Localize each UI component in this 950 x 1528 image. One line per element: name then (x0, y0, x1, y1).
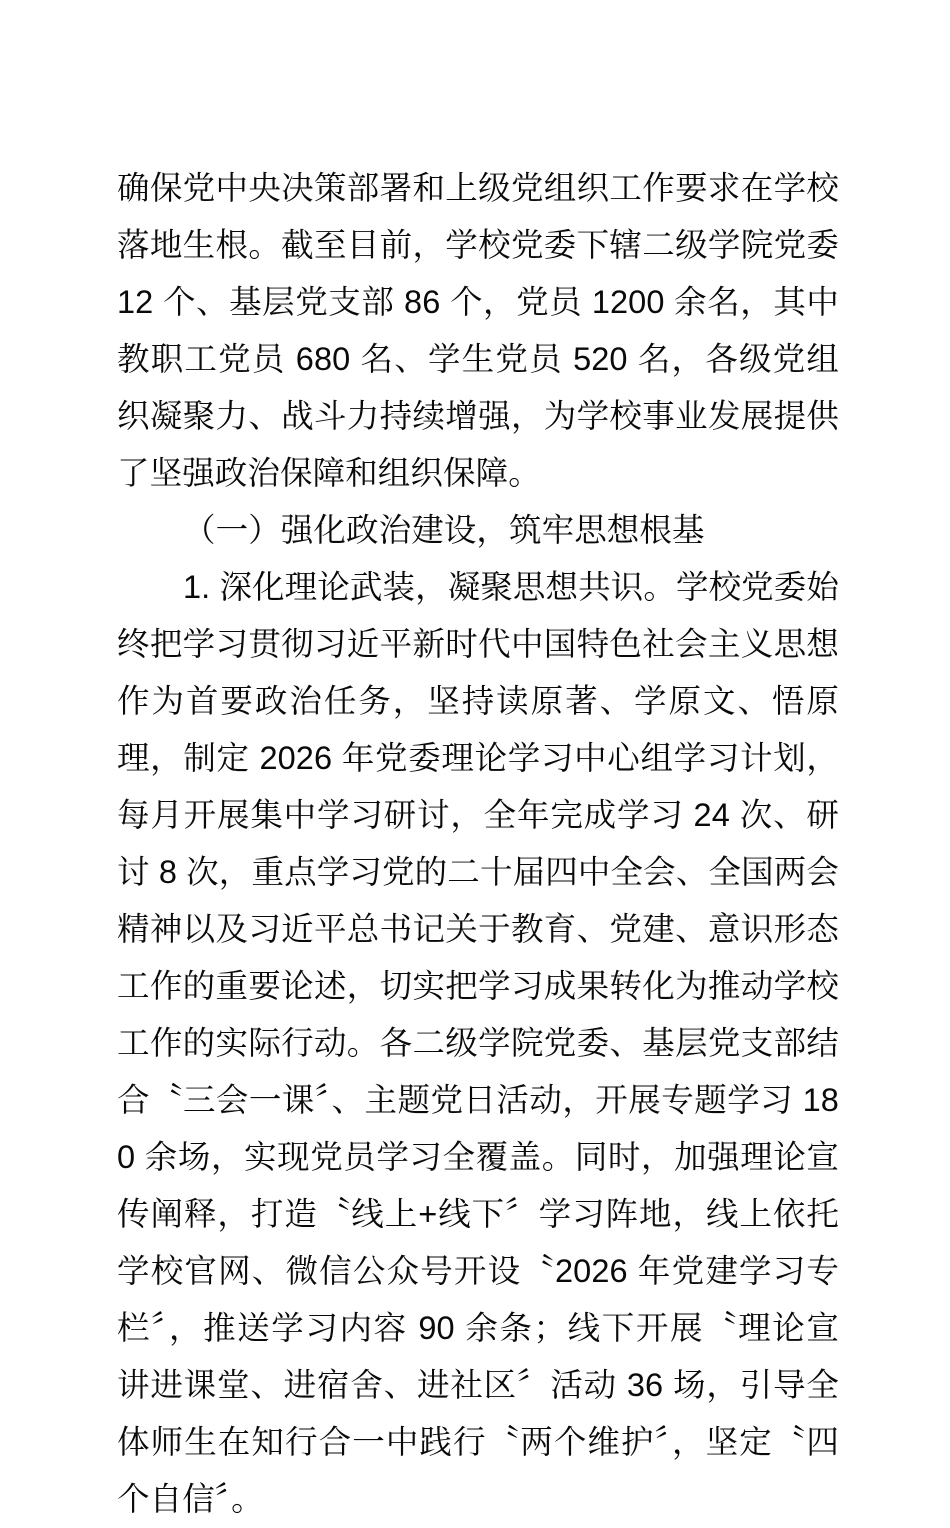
paragraph-organization-overview: 确保党中央决策部署和上级党组织工作要求在学校落地生根。截至目前，学校党委下辖二级学院党委 12 个、基层党支部 86 个，党员 1200 余名，其中教职工党员 680 名、学生党员 520 名，各级党组织凝聚力、战斗力持续增强，为学校事业发展提供了坚强政治保障和组织保障。 (117, 170, 839, 491)
paragraph-item-1-theory: 1. 深化理论武装，凝聚思想共识。学校党委始终把学习贯彻习近平新时代中国特色社会主义思想作为首要政治任务，坚持读原著、学原文、悟原理，制定 2026 年党委理论学习中心组学习计划，每月开展集中学习研讨，全年完成学习 24 次、研讨 8 次，重点学习党的二十届四中全会、全国两会精神以及习近平总书记关于教育、党建、意识形态工作的重要论述，切实把学习成果转化为推动学校工作的实际行动。各二级学院党委、基层党支部结合〝三会一课〞、主题党日活动，开展专题学习 180 余场，实现党员学习全覆盖。同时，加强理论宣传阐释，打造〝线上+线下〞学习阵地，线上依托学校官网、微信公众号开设〝2026 年党建学习专栏〞，推送学习内容 90 余条；线下开展〝理论宣讲进课堂、进宿舍、进社区〞活动 36 场，引导全体师生在知行合一中践行〝两个维护〞，坚定〝四个自信〞。 (117, 569, 839, 1517)
document-body (117, 160, 839, 1528)
heading-section-one: （一）强化政治建设，筑牢思想根基 (183, 512, 705, 548)
